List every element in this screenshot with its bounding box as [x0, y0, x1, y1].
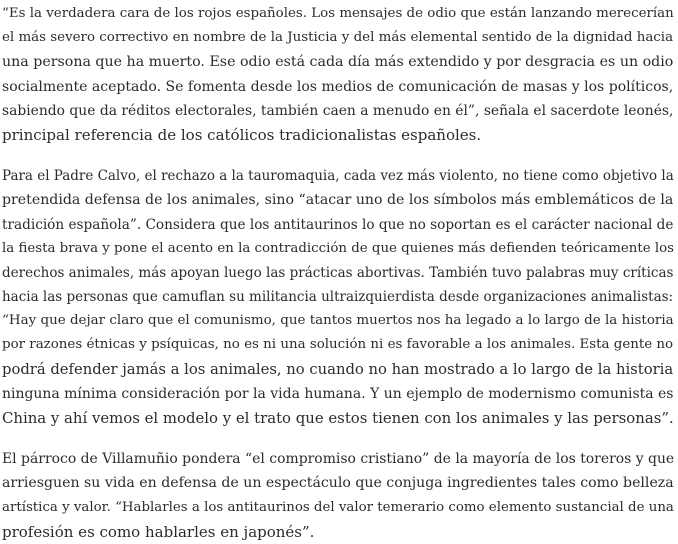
text-line: pretendida defensa de los animales, sino “atacar uno de los símbolos más emblemáticos de la — [2, 192, 674, 209]
text-line: ninguna mínima consideración por la vida humana. Y un ejemplo de modernismo comunista es — [2, 385, 674, 402]
text-line: la fiesta brava y pone el acento en la contradicción de que quienes más defienden teóricamente los — [2, 240, 675, 256]
paragraph-quote-odio — [2, 2, 674, 147]
text-line: el más severo correctivo en nombre de la Justicia y del más elemental sentido de la dignidad hacia — [2, 30, 674, 46]
text-line: Para el Padre Calvo, el rechazo a la tauromaquia, cada vez más violento, no tiene como objetivo la — [2, 168, 674, 185]
text-line: China y ahí vemos el modelo y el trato que estos tienen con los animales y las personas”. — [2, 409, 674, 427]
text-line: socialmente aceptado. Se fomenta desde los medios de comunicación de masas y los políticos, — [2, 78, 674, 95]
paragraph-padre-calvo — [2, 164, 674, 430]
text-line: por razones étnicas y psíquicas, no es ni una solución ni es favorable a los animales. Esta gente no — [2, 337, 674, 353]
text-line: arriesguen su vida en defensa de un espectáculo que conjuga ingredientes tales como belleza — [2, 475, 674, 492]
paragraph-parroco-villamunio — [2, 447, 674, 544]
text-line: podrá defender jamás a los animales, no cuando no han mostrado a lo largo de la historia — [2, 360, 674, 378]
text-line: una persona que ha muerto. Ese odio está cada día más extendido y por desgracia es un odio — [2, 54, 674, 71]
text-line: El párroco de Villamuñio pondera “el compromiso cristiano” de la mayoría de los toreros y que — [2, 451, 675, 468]
text-line: artística y valor. “Hablarles a los antitaurinos del valor temerario como elemento sustancial de una — [2, 499, 674, 515]
text-line: principal referencia de los católicos tradicionalistas españoles. — [2, 125, 482, 144]
text-line: profesión es como hablarles en japonés”. — [2, 522, 315, 541]
text-line: sabiendo que da réditos electorales, también caen a menudo en él”, señala el sacerdote leonés, — [2, 102, 674, 119]
text-line: derechos animales, más apoyan luego las prácticas abortivas. También tuvo palabras muy críticas — [2, 264, 674, 281]
text-line: “Es la verdadera cara de los rojos españoles. Los mensajes de odio que están lanzando merecerían — [2, 6, 674, 21]
text-line: tradición española”. Considera que los antitaurinos lo que no soportan es el carácter nacional de — [2, 216, 674, 233]
text-line: hacia las personas que camuflan su militancia ultraizquierdista desde organizaciones animalistas: — [2, 289, 674, 306]
text-line: “Hay que dejar claro que el comunismo, que tantos muertos nos ha legado a lo largo de la historia — [2, 313, 674, 329]
